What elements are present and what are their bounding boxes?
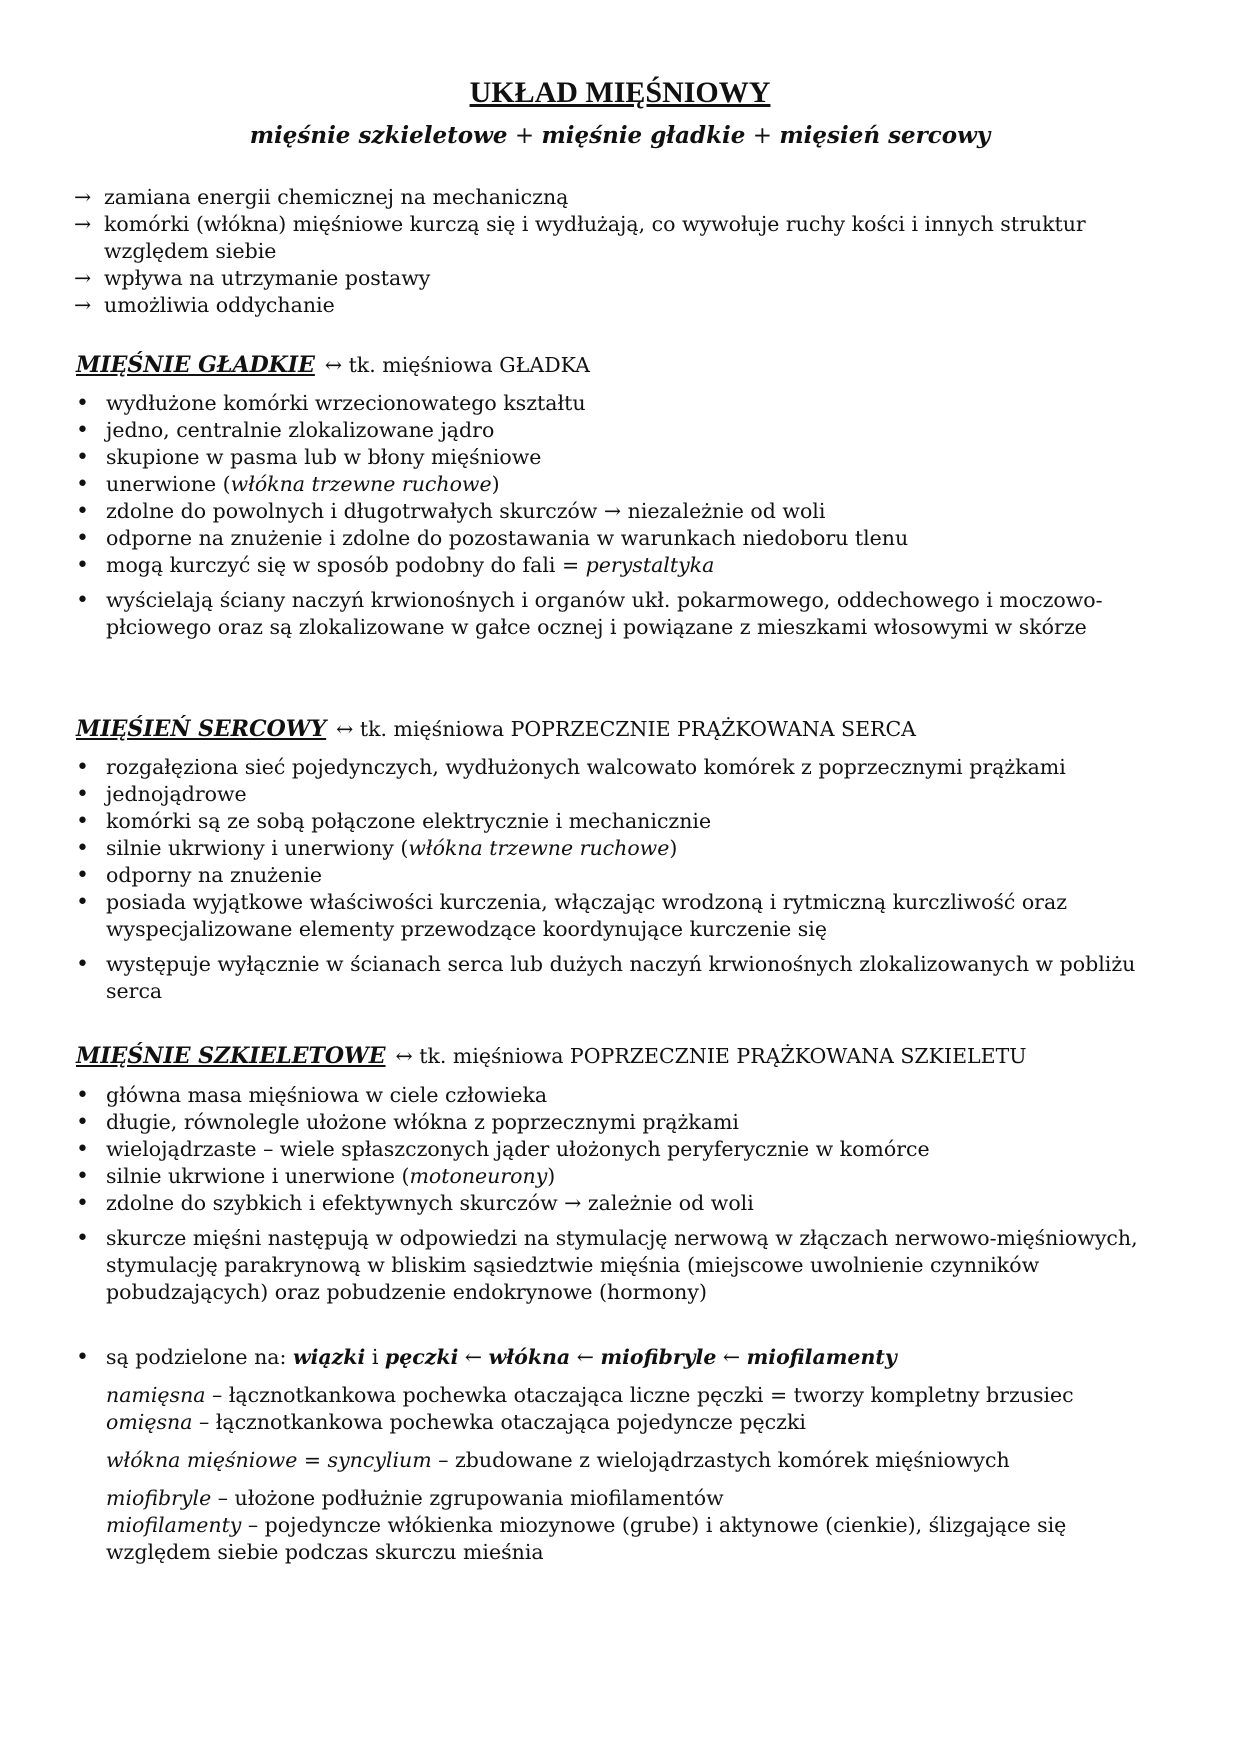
subtitle-skeletal: mięśnie szkieletowe xyxy=(249,122,508,149)
list-item: • główna masa mięśniowa w ciele człowieka xyxy=(74,1082,1174,1109)
section-heading-skeletal xyxy=(76,1043,1027,1069)
list-item: • silnie ukrwione i unerwione (motoneurony) xyxy=(74,1163,1174,1190)
arrow-icon: → xyxy=(74,212,92,236)
section-title: MIĘŚIEŃ SERCOWY xyxy=(76,716,327,742)
section-desc: ↔ tk. mięśniowa GŁADKA xyxy=(324,353,590,377)
list-item: • zdolne do powolnych i długotrwałych skurczów → niezależnie od woli xyxy=(74,498,1174,525)
intro-list xyxy=(74,184,1174,319)
intro-item: → zamiana energii chemicznej na mechaniczną xyxy=(74,185,569,209)
list-item: • zdolne do szybkich i efektywnych skurczów → zależnie od woli xyxy=(74,1190,1174,1217)
definition: miofibryle – ułożone podłużnie zgrupowania miofilamentów xyxy=(106,1486,724,1510)
cardiac-list xyxy=(74,754,1174,1005)
section-heading-smooth xyxy=(76,352,590,378)
intro-item: → komórki (włókna) mięśniowe kurczą się i wydłużają, co wywołuje ruchy kości i innych struktur względem siebie xyxy=(74,212,1086,263)
arrow-icon: → xyxy=(74,266,92,290)
section-desc: ↔ tk. mięśniowa POPRZECZNIE PRĄŻKOWANA SZKIELETU xyxy=(395,1044,1027,1068)
skeletal-list xyxy=(74,1082,1174,1306)
subtitle-plus: + xyxy=(745,123,780,149)
section-desc: ↔ tk. mięśniowa POPRZECZNIE PRĄŻKOWANA SERCA xyxy=(336,717,916,741)
list-item: • jednojądrowe xyxy=(74,781,1174,808)
definition: włókna mięśniowe = syncylium – zbudowane z wielojądrzastych komórek mięśniowych xyxy=(106,1448,1010,1472)
definition: omięsna – łącznotkankowa pochewka otaczająca pojedyncze pęczki xyxy=(106,1410,806,1434)
list-item: • odporny na znużenie xyxy=(74,862,1174,889)
list-item: • są podzielone na: wiązki i pęczki ← włókna ← miofibryle ← miofilamenty xyxy=(74,1344,1174,1371)
page-subtitle xyxy=(0,122,1240,149)
list-item: • występuje wyłącznie w ścianach serca lub dużych naczyń krwionośnych zlokalizowanych w pobliżu serca xyxy=(74,951,1174,1005)
list-item: • unerwione (włókna trzewne ruchowe) xyxy=(74,471,1174,498)
list-item: • skupione w pasma lub w błony mięśniowe xyxy=(74,444,1174,471)
definitions xyxy=(106,1382,1176,1566)
intro-item: → wpływa na utrzymanie postawy xyxy=(74,266,431,290)
section-title: MIĘŚNIE GŁADKIE xyxy=(76,352,315,378)
list-item: • silnie ukrwiony i unerwiony (włókna trzewne ruchowe) xyxy=(74,835,1174,862)
list-item: • odporne na znużenie i zdolne do pozostawania w warunkach niedoboru tlenu xyxy=(74,525,1174,552)
list-item: • mogą kurczyć się w sposób podobny do fali = perystaltyka xyxy=(74,552,1174,579)
subtitle-smooth: mięśnie gładkie xyxy=(541,122,746,149)
intro-item: → umożliwia oddychanie xyxy=(74,293,335,317)
list-item: • komórki są ze sobą połączone elektrycznie i mechanicznie xyxy=(74,808,1174,835)
definition: namięsna – łącznotkankowa pochewka otaczająca liczne pęczki = tworzy kompletny brzusiec xyxy=(106,1383,1074,1407)
list-item: • wyścielają ściany naczyń krwionośnych i organów ukł. pokarmowego, oddechowego i moczowo-płciowego oraz są zlokalizowane w gałce ocznej i powiązane z mieszkami włosowymi w skórze xyxy=(74,587,1174,641)
list-item: • wydłużone komórki wrzecionowatego kształtu xyxy=(74,390,1174,417)
section-title: MIĘŚNIE SZKIELETOWE xyxy=(76,1043,386,1069)
list-item: • jedno, centralnie zlokalizowane jądro xyxy=(74,417,1174,444)
list-item: • długie, równolegle ułożone włókna z poprzecznymi prążkami xyxy=(74,1109,1174,1136)
subtitle-plus: + xyxy=(507,123,542,149)
arrow-icon: → xyxy=(74,185,92,209)
skeletal-division xyxy=(74,1344,1174,1371)
subtitle-cardiac: mięsień sercowy xyxy=(779,122,991,149)
list-item: • posiada wyjątkowe właściwości kurczenia, włączając wrodzoną i rytmiczną kurczliwość oraz wyspecjalizowane elementy przewodzące koordynujące kurczenie się xyxy=(74,889,1174,943)
list-item: • rozgałęziona sieć pojedynczych, wydłużonych walcowato komórek z poprzecznymi prążkami xyxy=(74,754,1174,781)
list-item: • wielojądrzaste – wiele spłaszczonych jąder ułożonych peryferycznie w komórce xyxy=(74,1136,1174,1163)
smooth-list xyxy=(74,390,1174,641)
page-title: UKŁAD MIĘŚNIOWY xyxy=(469,76,771,109)
definition: miofilamenty – pojedyncze włókienka miozynowe (grube) i aktynowe (cienkie), ślizgające się względem siebie podczas skurczu mieśnia xyxy=(106,1513,1067,1564)
section-heading-cardiac xyxy=(76,716,916,742)
arrow-icon: → xyxy=(74,293,92,317)
list-item: • skurcze mięśni następują w odpowiedzi na stymulację nerwową w złączach nerwowo-mięśniowych, stymulację parakrynową w bliskim sąsiedztwie mięśnia (miejscowe uwolnienie czynników pobudzających) oraz pobudzenie endokrynowe (hormony) xyxy=(74,1225,1174,1306)
